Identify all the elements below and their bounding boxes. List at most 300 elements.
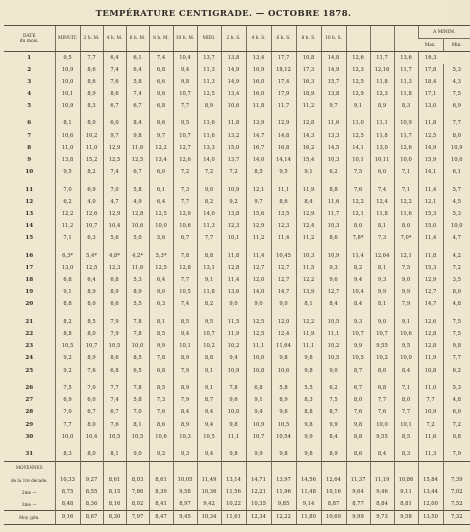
cell-value: 8,4 (394, 365, 418, 377)
cell-value: 11,6 (321, 196, 346, 208)
hour-header: 4 h. M. (103, 26, 126, 52)
cell-value: 10,11 (370, 155, 394, 167)
cell-value: 8,4 (321, 431, 346, 443)
cell-value: 7,1 (394, 179, 418, 197)
cell-value: 12,9 (296, 209, 321, 221)
cell-value: 12,7 (271, 263, 296, 275)
cell-value: 8,7 (321, 407, 346, 419)
cell-value: 6,6 (103, 299, 126, 311)
cell-value: 12,9 (271, 113, 296, 131)
cell-value: 10,9 (221, 179, 246, 197)
cell-value: 6,5 (126, 365, 149, 377)
cell-value: 10,4 (346, 287, 370, 299)
cell-value: 9,8 (271, 443, 296, 461)
cell-value: 12,00 (418, 498, 443, 511)
cell-value: 10,5 (271, 419, 296, 431)
cell-value: 9,8 (271, 353, 296, 365)
cell-value: 10,0 (246, 353, 271, 365)
cell-value: 9,7 (246, 196, 271, 208)
cell-value: 14,7 (271, 287, 296, 299)
cell-value: 9,0 (370, 311, 394, 329)
cell-value: 8,77 (346, 498, 370, 511)
cell-value: 8,0 (80, 299, 103, 311)
cell-value: 9,8 (126, 130, 149, 142)
cell-value: 9,9 (370, 287, 394, 299)
cell-value: 7,1 (55, 233, 80, 245)
cell-value: 9,14 (296, 498, 321, 511)
cell-value: 11,8 (370, 209, 394, 221)
row-label: 20 (25, 301, 34, 308)
cell-value: 9,8 (296, 365, 321, 377)
cell-value: 11,4 (418, 179, 443, 197)
cell-value: 11,3 (418, 443, 443, 461)
cell-value: 11,1 (296, 341, 321, 353)
cell-value: 8,5 (394, 431, 418, 443)
cell-value: 11,8 (370, 76, 394, 88)
cell-value: 11,61 (221, 511, 246, 525)
cell-value: 11,6 (126, 263, 149, 275)
empty-cell (103, 461, 126, 474)
cell-value: 12,3 (271, 221, 296, 233)
cell-value: 7,4 (149, 52, 173, 65)
cell-value: 10,0 (394, 155, 418, 167)
cell-value: 10,5 (321, 311, 346, 329)
cell-value: 11,3 (197, 76, 221, 88)
cell-value: 10,5 (126, 431, 149, 443)
cell-value: 10,3 (296, 245, 321, 263)
cell-value: 14,71 (246, 474, 271, 486)
cell-value: 7,0 (103, 179, 126, 197)
cell-value: 11,9 (296, 329, 321, 341)
cell-value: 4,8 (443, 299, 470, 311)
cell-value: 6,9 (443, 101, 470, 113)
cell-value: 13,50 (418, 511, 443, 525)
cell-value: 9,99 (346, 511, 370, 525)
row-label: 29 (25, 421, 34, 428)
cell-value: 8,8 (197, 353, 221, 365)
cell-value: 7,7 (394, 407, 418, 419)
cell-value: 15,4 (296, 155, 321, 167)
cell-value: 9,0 (221, 299, 246, 311)
cell-value: 9,45 (173, 511, 197, 525)
cell-value: 10,2 (221, 341, 246, 353)
cell-value: 13,44 (418, 486, 443, 498)
cell-value: 5,0 (126, 233, 149, 245)
cell-value: 8,4 (296, 196, 321, 208)
cell-value: 15,0 (418, 221, 443, 233)
hour-header: MIDI. (197, 26, 221, 52)
table-row (4, 263, 470, 275)
cell-value: 7,6 (346, 407, 370, 419)
hour-header: 8 h. M. (149, 26, 173, 52)
cell-value: 9,6 (321, 275, 346, 287)
cell-value: 9,8 (443, 431, 470, 443)
cell-value: 12,3 (103, 263, 126, 275)
cell-value: 9,1 (394, 311, 418, 329)
cell-value: 11,7 (394, 130, 418, 142)
table-row (4, 209, 470, 221)
cell-value: 8,4 (370, 443, 394, 461)
decade-mean-row (4, 474, 470, 486)
cell-value: 9,1 (346, 101, 370, 113)
hour-header: 10 h. S. (321, 26, 346, 52)
cell-value: 10,6 (221, 101, 246, 113)
cell-value: 10,33 (55, 474, 80, 486)
cell-value: 9,7 (103, 130, 126, 142)
cell-value: 11,96 (271, 486, 296, 498)
cell-value: 17,9 (271, 88, 296, 100)
cell-value: 10,54 (271, 431, 296, 443)
cell-value: 9,8 (296, 353, 321, 365)
cell-value: 8,87 (321, 498, 346, 511)
cell-value: 8,6 (370, 365, 394, 377)
cell-value: 7,7 (370, 395, 394, 407)
cell-value: 18,12 (271, 64, 296, 76)
cell-value: 7,7 (173, 275, 197, 287)
row-label: 5 (27, 103, 32, 110)
cell-value: 10,7 (246, 431, 271, 443)
cell-value: 6,2 (321, 167, 346, 179)
cell-value: 7,5 (55, 377, 80, 395)
cell-value: 11,80 (296, 511, 321, 525)
cell-value: 15,3 (418, 209, 443, 221)
cell-value: 6,2 (321, 377, 346, 395)
cell-value: 5,5 (296, 377, 321, 395)
cell-value: 6,7 (103, 407, 126, 419)
table-row (4, 113, 470, 131)
table-row (4, 88, 470, 100)
cell-value: 7,5 (321, 395, 346, 407)
cell-value: 11,8 (246, 101, 271, 113)
cell-value: 10,5 (346, 353, 370, 365)
cell-value: 17,4 (271, 76, 296, 88)
cell-value: 12,2 (394, 196, 418, 208)
cell-value: 13,9 (296, 287, 321, 299)
cell-value: 6,2 (55, 196, 80, 208)
cell-value: 9,55 (370, 431, 394, 443)
cell-value: 8,8 (296, 407, 321, 419)
row-label: 9 (27, 157, 32, 164)
cell-value: 8,30 (103, 511, 126, 525)
cell-value: 8,1 (296, 299, 321, 311)
cell-value: 8,97 (173, 498, 197, 511)
cell-value: 14,0 (246, 155, 271, 167)
cell-value: 15,7 (321, 76, 346, 88)
cell-value: 6,0 (80, 395, 103, 407)
cell-value: 14,1 (418, 167, 443, 179)
table-row (4, 167, 470, 179)
cell-value: 12,8 (296, 113, 321, 131)
cell-value: 12,2 (296, 311, 321, 329)
cell-value: 6,4 (149, 275, 173, 287)
hour-header: 10 h. M. (173, 26, 197, 52)
cell-value: 8,47 (149, 511, 173, 525)
cell-value: 7,2 (443, 263, 470, 275)
cell-value: 8,8 (55, 329, 80, 341)
row-label: 23 (25, 343, 34, 350)
cell-value: 14,0 (246, 287, 271, 299)
cell-value: 6,7 (126, 101, 149, 113)
table-row (4, 179, 470, 197)
cell-value: 7,7 (80, 52, 103, 65)
cell-value: 11,0 (418, 377, 443, 395)
cell-value: 11,19 (370, 474, 394, 486)
cell-value: 10,7 (370, 329, 394, 341)
row-label: 15 (25, 235, 34, 242)
row-label: 10 (25, 169, 34, 176)
cell-value: 8,9 (271, 395, 296, 407)
table-row (4, 275, 470, 287)
cell-value: 8,0 (80, 329, 103, 341)
cell-value: 10,0 (126, 341, 149, 353)
cell-value: 11,3 (197, 64, 221, 76)
cell-value: 13,14 (221, 474, 246, 486)
cell-value: 11,4 (271, 233, 296, 245)
row-label: 27 (25, 397, 34, 404)
cell-value: 10,7 (173, 130, 197, 142)
cell-value: 10,2 (197, 341, 221, 353)
empty-cell (149, 461, 173, 474)
cell-value: 8,0 (443, 130, 470, 142)
cell-value: 9,1 (246, 395, 271, 407)
cell-value: 5,7 (443, 179, 470, 197)
cell-value: 14,0 (197, 209, 221, 221)
cell-value: 4,2 (443, 245, 470, 263)
cell-value: 9,1 (197, 365, 221, 377)
cell-value: 12,7 (246, 263, 271, 275)
cell-value: 6,8 (149, 101, 173, 113)
cell-value: 10,8 (246, 365, 271, 377)
cell-value: 12,64 (370, 245, 394, 263)
cell-value: 8,0 (394, 221, 418, 233)
row-label: 2 (27, 66, 32, 73)
cell-value: 9,85 (271, 498, 296, 511)
cell-value: 10,9 (221, 365, 246, 377)
cell-value: 8,6 (103, 88, 126, 100)
cell-value: 10,9 (55, 101, 80, 113)
cell-value: 12,5 (346, 76, 370, 88)
cell-value: 6,4 (80, 275, 103, 287)
empty-cell (173, 461, 197, 474)
cell-value: 5,3* (149, 245, 173, 263)
cell-value: 15,84 (418, 474, 443, 486)
min-header: Min. (443, 39, 470, 52)
cell-value: 7,1 (394, 167, 418, 179)
cell-value: 11,6 (126, 142, 149, 154)
cell-value: 11,0 (55, 142, 80, 154)
cell-value: 7,2 (173, 167, 197, 179)
cell-value: 8,5 (173, 311, 197, 329)
cell-value: 12,8 (126, 209, 149, 221)
cell-value: 7,6 (103, 76, 126, 88)
cell-value: 7,5 (443, 329, 470, 341)
cell-value: 9,73 (370, 511, 394, 525)
cell-value: 9,8 (221, 419, 246, 431)
cell-value: 11,1 (271, 179, 296, 197)
cell-value: 10,7 (197, 329, 221, 341)
cell-value: 12,1 (418, 196, 443, 208)
cell-value: 17,7 (271, 52, 296, 65)
cell-value: 9,9 (296, 431, 321, 443)
cell-value: 7,97 (126, 511, 149, 525)
cell-value: 13,8 (221, 209, 246, 221)
cell-value: 10,5 (173, 287, 197, 299)
cell-value: 6,4 (103, 52, 126, 65)
cell-value: 9,8 (296, 443, 321, 461)
row-label: 22 (25, 331, 34, 338)
cell-value: 10,16 (321, 486, 346, 498)
cell-value: 7,5 (346, 167, 370, 179)
cell-value: 11,2 (296, 233, 321, 245)
cell-value: 9,2 (55, 365, 80, 377)
cell-value: 10,9 (418, 407, 443, 419)
row-label: Moy. gén. (4, 511, 55, 525)
cell-value: 9,4 (173, 329, 197, 341)
row-label: de la 1re décade. (10, 477, 48, 483)
cell-value: 7,6 (346, 179, 370, 197)
cell-value: 11,6 (197, 130, 221, 142)
cell-value: 6,4 (149, 196, 173, 208)
cell-value: 11,8 (221, 113, 246, 131)
cell-value: 12,0 (246, 275, 271, 287)
means-label: MOYENNES (4, 461, 55, 474)
cell-value: 10,6 (394, 329, 418, 341)
cell-value: 9,8 (221, 443, 246, 461)
cell-value: 12,9 (246, 221, 271, 233)
cell-value: 10,2 (370, 353, 394, 365)
cell-value: 8,5 (246, 167, 271, 179)
cell-value: 10,35 (246, 498, 271, 511)
cell-value: 7,0 (80, 377, 103, 395)
cell-value: 11,7 (370, 52, 394, 65)
cell-value: 4,3 (443, 76, 470, 88)
cell-value: 7,2 (418, 419, 443, 431)
cell-value: 8,9 (80, 287, 103, 299)
cell-value: 9,4 (221, 353, 246, 365)
cell-value: 8,15 (103, 486, 126, 498)
table-row (4, 130, 470, 142)
cell-value: 9,6 (149, 88, 173, 100)
cell-value: 12,9 (173, 209, 197, 221)
table-row (4, 311, 470, 329)
cell-value: 9,46 (370, 486, 394, 498)
row-label: 3 (27, 78, 32, 85)
cell-value: 7,6 (80, 365, 103, 377)
cell-value: 14,7 (418, 299, 443, 311)
cell-value: 7,02 (443, 486, 470, 498)
cell-value: 7,3 (370, 233, 394, 245)
cell-value: 7,8 (126, 377, 149, 395)
cell-value: 6,0 (149, 167, 173, 179)
cell-value: 5,3 (443, 377, 470, 395)
cell-value: 8,41 (149, 498, 173, 511)
cell-value: 9,27 (80, 474, 103, 486)
row-label: 14 (25, 223, 34, 230)
cell-value: 9,9 (321, 419, 346, 431)
cell-value: 12,8 (221, 263, 246, 275)
cell-value: 9,42 (197, 498, 221, 511)
date-header-line1: DATE (22, 33, 36, 39)
cell-value: 16,7 (246, 142, 271, 154)
cell-value: 7,3 (149, 395, 173, 407)
cell-value: 12,5 (246, 329, 271, 341)
cell-value: 12,6 (173, 155, 197, 167)
cell-value: 8,8 (55, 299, 80, 311)
cell-value: 9,2 (55, 353, 80, 365)
cell-value: 10,5 (103, 341, 126, 353)
row-label: 19 (25, 289, 34, 296)
empty-cell (346, 461, 370, 474)
cell-value: 9,5 (173, 113, 197, 131)
cell-value: 12,3 (346, 64, 370, 76)
cell-value: 13,0 (418, 101, 443, 113)
cell-value: 8,8 (321, 179, 346, 197)
cell-value: 7,7 (103, 377, 126, 395)
cell-value: 12,7 (173, 142, 197, 154)
table-row (4, 142, 470, 154)
row-label: 24 (25, 355, 34, 362)
cell-value: 8,6 (103, 353, 126, 365)
means-label-row (4, 461, 470, 474)
cell-value: 12,5 (418, 130, 443, 142)
cell-value: 11,4 (418, 233, 443, 245)
cell-value: 7,9 (103, 311, 126, 329)
table-row (4, 353, 470, 365)
cell-value: 11,6 (394, 209, 418, 221)
cell-value: 7,3 (173, 179, 197, 197)
cell-value: 12,2 (346, 196, 370, 208)
cell-value: 4,5 (443, 196, 470, 208)
cell-value: 8,4 (321, 299, 346, 311)
cell-value: 11,1 (246, 341, 271, 353)
table-row (4, 155, 470, 167)
cell-value: 11,7 (321, 209, 346, 221)
cell-value: 7,5 (443, 88, 470, 100)
cell-value: 9,4 (173, 64, 197, 76)
cell-value: 15,9 (418, 155, 443, 167)
cell-value: 12,5 (346, 130, 370, 142)
row-label: 8 (27, 144, 32, 151)
cell-value: 8,3 (55, 443, 80, 461)
cell-value: 12,9 (103, 209, 126, 221)
empty-cell (418, 461, 443, 474)
cell-value: 9,1 (296, 167, 321, 179)
cell-value: 7,4 (103, 167, 126, 179)
cell-value: 8,9 (321, 443, 346, 461)
cell-value: 8,9 (80, 353, 103, 365)
cell-value: 7,39 (443, 474, 470, 486)
cell-value: 9,0 (394, 275, 418, 287)
cell-value: 8,02 (126, 498, 149, 511)
cell-value: 9,1 (197, 377, 221, 395)
cell-value: 9,4 (197, 419, 221, 431)
table-row (4, 443, 470, 461)
decade-mean-row (4, 498, 470, 511)
cell-value: 9,3 (321, 263, 346, 275)
cell-value: 8,03 (126, 474, 149, 486)
cell-value: 7,5 (394, 263, 418, 275)
cell-value: 11,7 (271, 101, 296, 113)
cell-value: 10,7 (80, 341, 103, 353)
cell-value: 7,6 (149, 407, 173, 419)
cell-value: 8,2 (55, 311, 80, 329)
cell-value: 9,64 (346, 486, 370, 498)
cell-value: 6,7 (103, 101, 126, 113)
cell-value: 10,1 (173, 341, 197, 353)
cell-value: 11,56 (221, 486, 246, 498)
cell-value: 8,9 (173, 377, 197, 395)
cell-value: 9,5 (55, 52, 80, 65)
